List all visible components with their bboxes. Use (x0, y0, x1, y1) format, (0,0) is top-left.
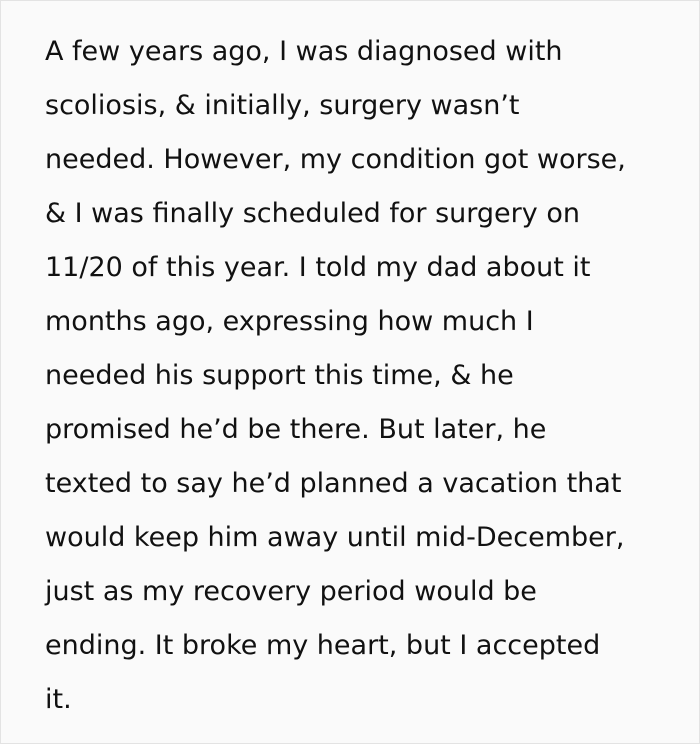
text-line: just as my recovery period would be (45, 576, 537, 607)
text-line: needed. However, my condition got worse, (45, 144, 626, 175)
text-line: needed his support this time, & he (45, 360, 514, 391)
text-line: promised he’d be there. But later, he (45, 414, 547, 445)
text-line: would keep him away until mid-December, (45, 522, 625, 553)
post-paragraph (45, 25, 695, 727)
text-line: & I was finally scheduled for surgery on (45, 198, 580, 229)
text-line: texted to say he’d planned a vacation that (45, 468, 622, 499)
text-line: months ago, expressing how much I (45, 306, 534, 337)
text-line: ending. It broke my heart, but I accepted (45, 630, 601, 661)
text-line: scoliosis, & initially, surgery wasn’t (45, 90, 520, 121)
text-line: 11/20 of this year. I told my dad about it (45, 252, 591, 283)
text-line: it. (45, 684, 72, 715)
text-line: A few years ago, I was diagnosed with (45, 36, 563, 67)
